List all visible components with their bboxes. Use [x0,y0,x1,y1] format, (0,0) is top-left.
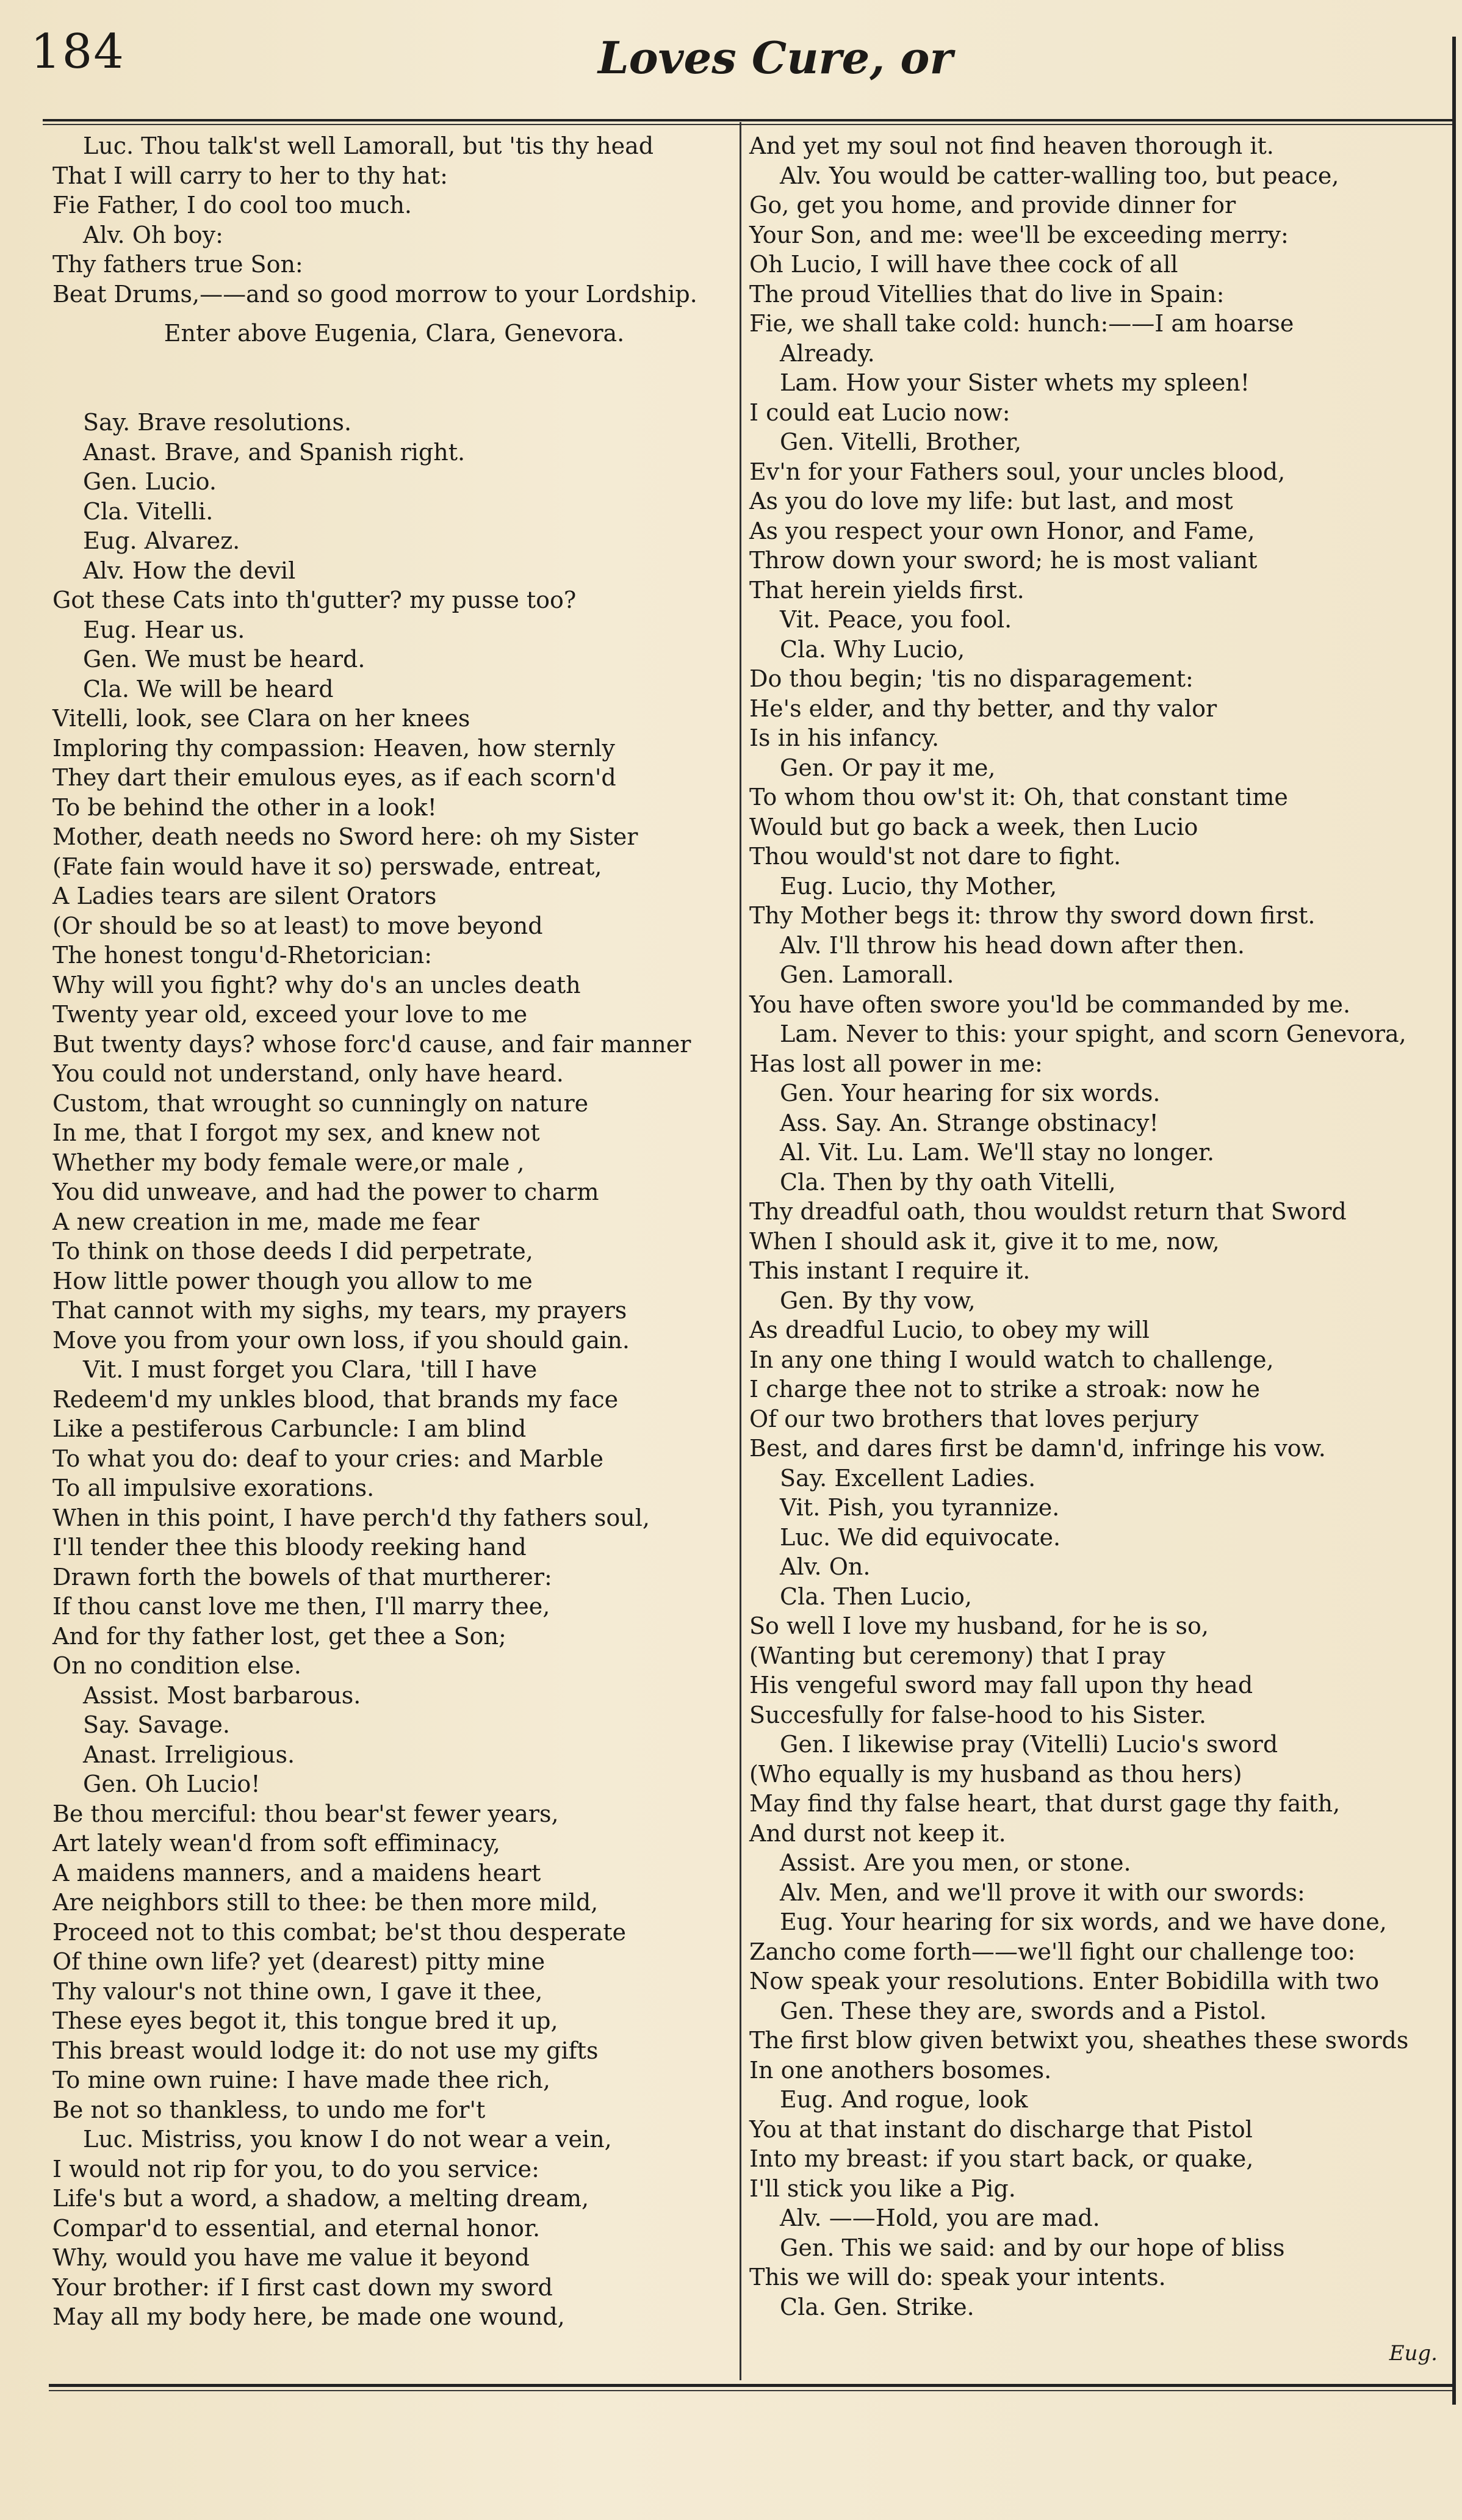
text-line: Of our two brothers that loves perjury [749,1405,1199,1432]
text-line: Proceed not to this combat; be'st thou desperate [52,1918,626,1946]
text-line: In me, that I forgot my sex, and knew not [52,1119,540,1146]
text-line: Eug. And rogue, look [780,2086,1028,2113]
page-number: 184 [31,24,125,79]
text-line: Like a pestiferous Carbuncle: I am blind [52,1415,527,1442]
text-line: Al. Vit. Lu. Lam. We'll stay no longer. [780,1139,1215,1166]
text-line: (Or should be so at least) to move beyond [52,912,543,939]
text-line: Vitelli, look, see Clara on her knees [52,705,470,732]
text-line: Be not so thankless, to undo me for't [52,2096,486,2123]
text-line: Oh Lucio, I will have thee cock of all [749,251,1178,278]
text-line: Luc. We did equivocate. [780,1523,1061,1551]
header-rule [43,119,1452,121]
text-line: The first blow given betwixt you, sheathes these swords [749,2027,1409,2054]
text-line: These eyes begot it, this tongue bred it up, [52,2007,558,2034]
text-line: Succesfully for false-hood to his Sister. [749,1701,1206,1728]
text-line: Gen. Oh Lucio! [83,1771,261,1797]
text-line: To mine own ruine: I have made thee rich, [52,2067,550,2093]
text-line: Why will you fight? why do's an uncles death [52,971,581,998]
text-line: Vit. I must forget you Clara, 'till I have [83,1356,538,1383]
text-line: Eug. Hear us. [83,616,245,643]
text-line: Ass. Say. An. Strange obstinacy! [780,1109,1159,1136]
text-line: Be thou merciful: thou bear'st fewer years, [52,1800,559,1827]
text-line: When I should ask it, give it to me, now, [749,1227,1220,1255]
text-line: Now speak your resolutions. Enter Bobidilla with two [749,1968,1380,1995]
text-line: His vengeful sword may fall upon thy head [749,1672,1253,1699]
text-line: Eug. Lucio, thy Mother, [780,872,1057,900]
text-line: (Wanting but ceremony) that I pray [749,1642,1165,1669]
text-line: To all impulsive exorations. [52,1475,375,1501]
text-line: Twenty year old, exceed your love to me [52,1001,528,1028]
text-line: As dreadful Lucio, to obey my will [749,1316,1150,1343]
text-line: To what you do: deaf to your cries: and Marble [52,1445,603,1472]
text-line: You could not understand, only have heard. [52,1060,564,1087]
text-line: Alv. On. [780,1553,871,1580]
text-line: I charge thee not to strike a stroak: now he [749,1376,1261,1403]
text-line: Why, would you have me value it beyond [52,2244,530,2271]
text-line: Beat Drums,——and so good morrow to your Lordship. [52,280,697,308]
text-line: I'll tender thee this bloody reeking hand [52,1534,527,1561]
text-line: Move you from your own loss, if you should gain. [52,1326,630,1354]
text-line: And yet my soul not find heaven thorough it. [749,132,1274,159]
text-line: Anast. Irreligious. [83,1741,295,1768]
text-line: Gen. Your hearing for six words. [780,1080,1161,1107]
header-rule-thin [43,124,1452,125]
text-line: Do thou begin; 'tis no disparagement: [749,665,1194,692]
text-line: Already. [780,339,875,367]
text-line: Cla. Then Lucio, [780,1583,973,1610]
text-line: How little power though you allow to me [52,1267,533,1294]
text-line: Assist. Most barbarous. [83,1681,361,1709]
text-line: Your Son, and me: wee'll be exceeding merry: [749,221,1289,248]
text-line: But twenty days? whose forc'd cause, and fair manner [52,1030,691,1058]
text-line: Anast. Brave, and Spanish right. [83,438,466,466]
text-line: When in this point, I have perch'd thy fathers soul, [52,1504,650,1531]
text-line: Gen. I likewise pray (Vitelli) Lucio's sword [780,1731,1278,1758]
text-line: To think on those deeds I did perpetrate, [52,1238,533,1265]
text-line: Vit. Pish, you tyrannize. [780,1494,1060,1521]
footer-rule [49,2384,1452,2387]
text-line: Compar'd to essential, and eternal honor. [52,2214,541,2242]
text-line: Fie, we shall take cold: hunch:——I am hoarse [749,310,1294,337]
text-line: Lam. How your Sister whets my spleen! [780,369,1250,396]
text-line: Would but go back a week, then Lucio [749,813,1198,840]
text-line: A new creation in me, made me fear [52,1208,480,1235]
text-line: Gen. Lucio. [83,468,217,495]
page-frame-edge [1452,37,1456,2405]
text-line: Has lost all power in me: [749,1050,1043,1077]
text-line: Luc. Thou talk'st well Lamorall, but 'tis thy head [83,132,654,159]
text-line: This instant I require it. [749,1257,1031,1284]
text-line: To whom thou ow'st it: Oh, that constant time [749,784,1288,811]
text-line: Say. Brave resolutions. [83,409,352,436]
text-line: In any one thing I would watch to challenge, [749,1346,1274,1373]
text-line: Thy valour's not thine own, I gave it thee, [52,1977,543,2005]
text-line: Lam. Never to this: your spight, and scorn Genevora, [780,1020,1406,1047]
text-line: So well I love my husband, for he is so, [749,1612,1209,1639]
text-line: Cla. Gen. Strike. [780,2293,974,2320]
text-line: Zancho come forth——we'll fight our challenge too: [749,1938,1356,1965]
column-divider [740,122,741,2380]
text-line: In one anothers bosomes. [749,2056,1052,2084]
text-line: Life's but a word, a shadow, a melting dream, [52,2185,589,2212]
text-line: Throw down your sword; he is most valiant [749,547,1258,574]
text-line: Gen. This we said: and by our hope of bliss [780,2234,1285,2261]
text-line: Are neighbors still to thee: be then more mild, [52,1889,599,1916]
text-line: Luc. Mistriss, you know I do not wear a vein, [83,2126,612,2153]
text-line: Eug. Alvarez. [83,527,240,554]
text-line: That cannot with my sighs, my tears, my prayers [52,1297,627,1324]
right-column [749,131,1451,2322]
text-line: Go, get you home, and provide dinner for [749,192,1236,218]
text-line: They dart their emulous eyes, as if each scorn'd [52,764,616,791]
catchword: Eug. [1389,2341,1438,2366]
text-line: Gen. We must be heard. [83,646,366,673]
text-line: Gen. Vitelli, Brother, [780,428,1022,455]
text-line: Gen. By thy vow, [780,1287,976,1314]
text-line: Vit. Peace, you fool. [780,606,1012,633]
text-line: Of thine own life? yet (dearest) pitty mine [52,1948,546,1975]
text-line: A Ladies tears are silent Orators [52,883,437,909]
text-line: Cla. We will be heard [83,675,334,702]
text-line: Fie Father, I do cool too much. [52,192,412,218]
text-line: He's elder, and thy better, and thy valor [749,695,1217,722]
text-line: Alv. You would be catter-walling too, but peace, [780,162,1339,189]
text-line: Mother, death needs no Sword here: oh my Sister [52,823,638,850]
text-line: Best, and dares first be damn'd, infringe his vow. [749,1435,1326,1462]
text-line: Cla. Then by thy oath Vitelli, [780,1168,1116,1196]
text-line: Enter above Eugenia, Clara, Genevora. [164,320,625,347]
text-line: You have often swore you'ld be commanded by me. [749,991,1351,1018]
footer-rule-thin [49,2390,1452,2391]
text-line: The proud Vitellies that do live in Spain: [749,280,1225,308]
text-line: Into my breast: if you start back, or quake, [749,2145,1254,2172]
text-line: I'll stick you like a Pig. [749,2175,1016,2202]
text-line: Alv. ——Hold, you are mad. [780,2204,1100,2231]
text-line: Got these Cats into th'gutter? my pusse too? [52,587,577,613]
left-column [52,131,736,2332]
text-line: On no condition else. [52,1652,301,1679]
text-line: If thou canst love me then, I'll marry thee, [52,1593,550,1620]
text-line: (Fate fain would have it so) perswade, entreat, [52,853,602,880]
text-line: Alv. I'll throw his head down after then. [780,931,1245,959]
text-line: Assist. Are you men, or stone. [780,1849,1131,1876]
text-line: May all my body here, be made one wound, [52,2303,565,2330]
text-line: Gen. These they are, swords and a Pistol. [780,1997,1267,2024]
text-line: Your brother: if I first cast down my sword [52,2273,553,2301]
running-title: Loves Cure, or [598,32,953,84]
text-line: That I will carry to her to thy hat: [52,162,448,189]
text-line: Redeem'd my unkles blood, that brands my face [52,1385,619,1413]
text-line: You did unweave, and had the power to charm [52,1179,599,1205]
text-line: I would not rip for you, to do you service: [52,2155,539,2182]
text-line: Say. Excellent Ladies. [780,1464,1036,1492]
text-line: Drawn forth the bowels of that murtherer: [52,1563,552,1590]
text-line: As you respect your own Honor, and Fame, [749,517,1255,544]
text-line: Thy fathers true Son: [52,251,303,278]
text-line: Is in his infancy. [749,724,940,751]
text-line: (Who equally is my husband as thou hers) [749,1760,1242,1788]
text-line: Imploring thy compassion: Heaven, how sternly [52,734,615,762]
text-line: Cla. Why Lucio, [780,635,965,663]
text-line: Alv. Oh boy: [83,221,223,248]
text-line: You at that instant do discharge that Pistol [749,2115,1253,2143]
text-line: Alv. Men, and we'll prove it with our swords: [780,1879,1305,1906]
text-line [52,371,736,408]
text-line: Cla. Vitelli. [83,497,214,525]
text-line: Thy dreadful oath, thou wouldst return that Sword [749,1198,1347,1225]
text-line: Eug. Your hearing for six words, and we have done, [780,1908,1387,1935]
text-line: I could eat Lucio now: [749,399,1010,426]
text-line: And durst not keep it. [749,1819,1006,1847]
text-line: To be behind the other in a look! [52,793,437,821]
text-line: The honest tongu'd-Rhetorician: [52,942,432,969]
text-line: This we will do: speak your intents. [749,2264,1166,2291]
text-line: May find thy false heart, that durst gage thy faith, [749,1790,1341,1817]
text-line: Whether my body female were,or male , [52,1149,525,1176]
text-line: Ev'n for your Fathers soul, your uncles blood, [749,458,1286,485]
text-line: That herein yields first. [749,576,1024,604]
text-line: This breast would lodge it: do not use my gifts [52,2037,599,2064]
text-line: And for thy father lost, get thee a Son; [52,1622,506,1650]
text-line: Thy Mother begs it: throw thy sword down first. [749,902,1316,929]
text-line: Custom, that wrought so cunningly on nature [52,1089,589,1117]
text-line: Say. Savage. [83,1711,230,1738]
text-line: Alv. How the devil [83,557,296,584]
text-line: A maidens manners, and a maidens heart [52,1859,541,1886]
text-line: Gen. Or pay it me, [780,754,996,781]
text-line: Thou would'st not dare to fight. [749,843,1122,870]
text-line: Art lately wean'd from soft effiminacy, [52,1830,500,1857]
text-line: As you do love my life: but last, and most [749,488,1233,514]
text-line: Gen. Lamorall. [780,961,954,988]
